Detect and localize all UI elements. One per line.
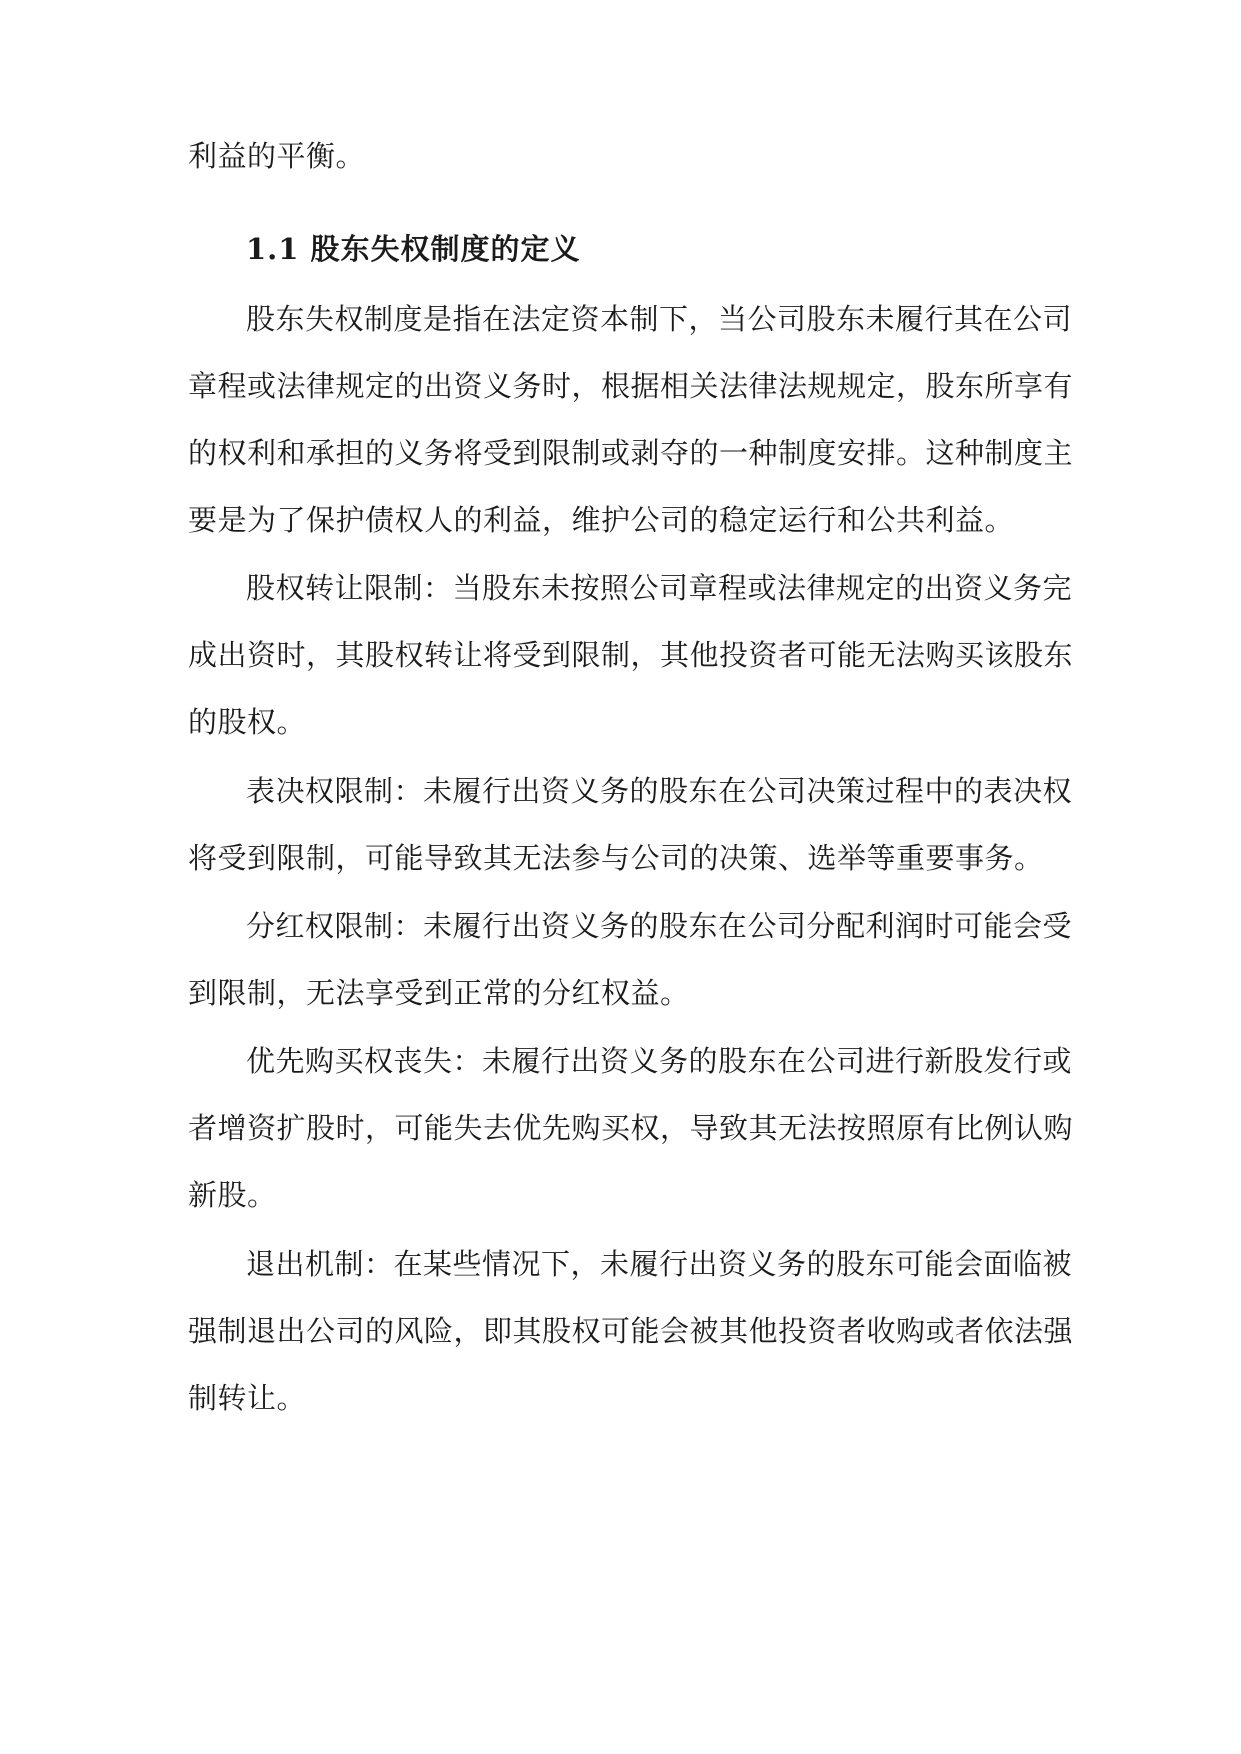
text-line: 退出机制：在某些情况下，未履行出资义务的股东可能会面临被	[246, 1247, 1073, 1281]
text-line: 的股权。	[188, 705, 307, 739]
section-heading: 1.1 股东失权制度的定义	[246, 232, 581, 266]
text-line: 利益的平衡。	[188, 139, 366, 173]
text-line: 优先购买权丧失：未履行出资义务的股东在公司进行新股发行或	[246, 1044, 1073, 1078]
text-line: 者增资扩股时，可能失去优先购买权，导致其无法按照原有比例认购	[188, 1111, 1074, 1145]
text-line: 股权转让限制：当股东未按照公司章程或法律规定的出资义务完	[246, 571, 1073, 605]
text-line: 表决权限制：未履行出资义务的股东在公司决策过程中的表决权	[246, 774, 1073, 808]
text-line: 章程或法律规定的出资义务时，根据相关法律法规规定，股东所享有	[188, 369, 1074, 403]
text-line: 的权利和承担的义务将受到限制或剥夺的一种制度安排。这种制度主	[188, 436, 1074, 470]
text-line: 制转让。	[188, 1381, 307, 1415]
text-line: 强制退出公司的风险，即其股权可能会被其他投资者收购或者依法强	[188, 1314, 1074, 1348]
text-line: 到限制，无法享受到正常的分红权益。	[188, 976, 690, 1010]
text-line: 分红权限制：未履行出资义务的股东在公司分配利润时可能会受	[246, 909, 1073, 943]
text-line: 将受到限制，可能导致其无法参与公司的决策、选举等重要事务。	[188, 841, 1044, 875]
text-line: 新股。	[188, 1178, 277, 1212]
text-line: 股东失权制度是指在法定资本制下，当公司股东未履行其在公司	[246, 302, 1073, 336]
text-line: 要是为了保护债权人的利益，维护公司的稳定运行和公共利益。	[188, 503, 1015, 537]
text-line: 成出资时，其股权转让将受到限制，其他投资者可能无法购买该股东	[188, 638, 1074, 672]
